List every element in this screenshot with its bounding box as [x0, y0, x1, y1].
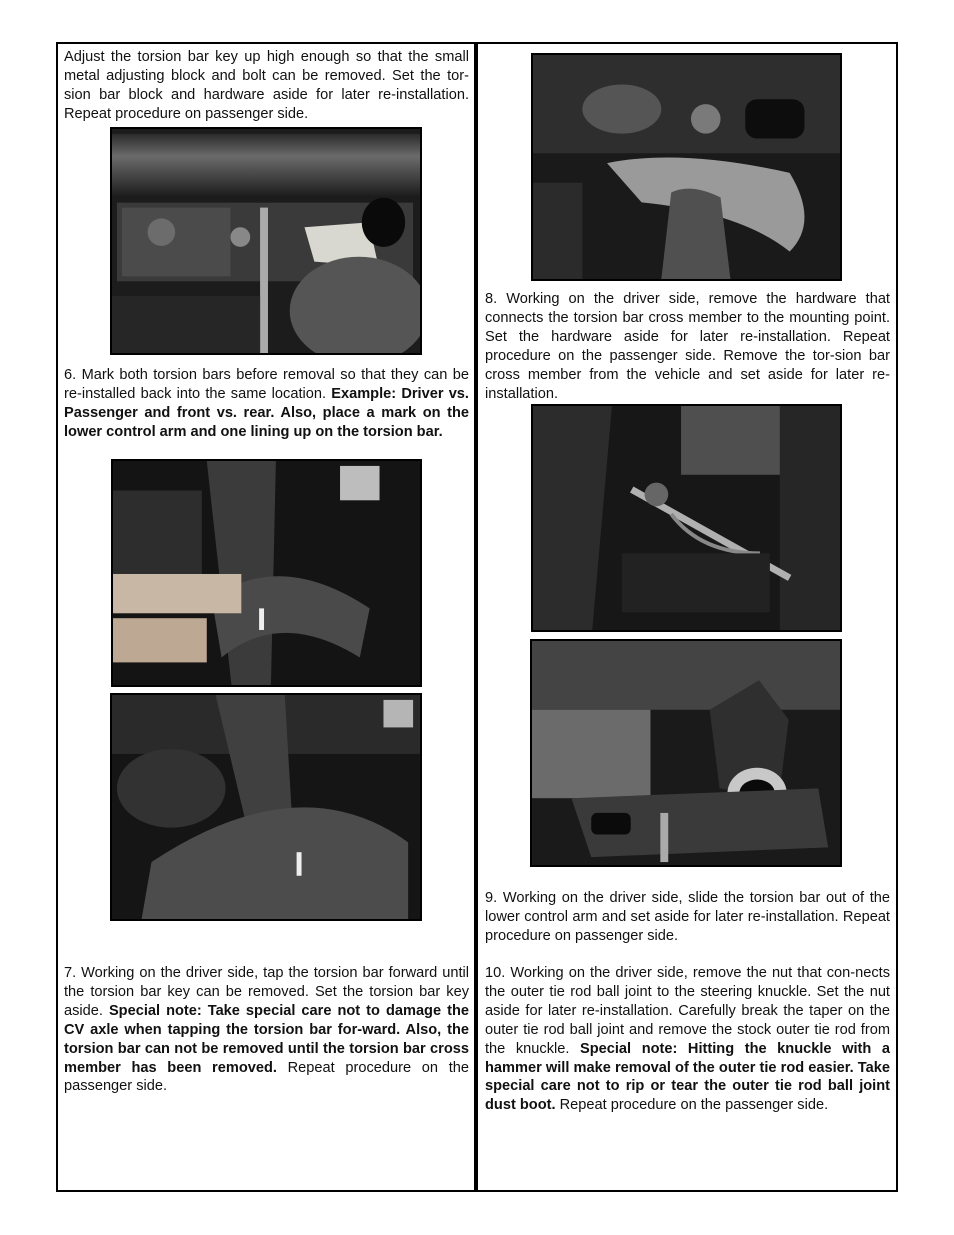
- photo-cross-member-hardware: [531, 53, 842, 281]
- photo-marking-torsion-bar: [111, 459, 422, 687]
- photo-mount-bracket: [530, 639, 842, 867]
- photo-cross-member-mount: [531, 404, 842, 632]
- photo-marked-control-arm: [110, 693, 422, 921]
- step7-end: Repeat procedure on the passenger side.: [64, 1059, 470, 1095]
- step8-text: 8. Working on the driver side, remove the hardware that connects the torsion bar cross member to the mounting point. Set the hardware aside for later re-installation. Repeat procedure on the passenger side. Remove the tor-sion bar cross member from the vehicle and set aside for later re-installation.: [485, 291, 890, 402]
- step7-bold: Special note: Take special care not to damage the CV axle when tapping the torsion bar for-ward. Also, the torsion bar can not be removed until the torsion bar cross member has been removed.: [64, 1002, 469, 1076]
- step6-normal: 6. Mark both torsion bars before removal so that they can be re-installed back into the same location.: [64, 367, 469, 402]
- step7-text: [64, 964, 469, 1096]
- step6-bold: Example: Driver vs. Passenger and front vs. rear. Also, place a mark on the lower control arm and one lining up on the torsion bar.: [64, 385, 469, 440]
- step5-text: Adjust the torsion bar key up high enough so that the small metal adjusting block and bolt can be removed. Set the tor-sion bar block and hardware aside for later re-installation. Repeat procedure on passenger side.: [64, 49, 469, 122]
- photo-torsion-bar-adjusting-block: [110, 127, 422, 355]
- step10-bold: Special note: Hitting the knuckle with a hammer will make removal of the outer tie rod easier. Take special care not to rip or tear the outer tie rod ball joint dust boot.: [485, 1040, 890, 1114]
- step6-text: [64, 366, 469, 442]
- step7-normal: 7. Working on the driver side, tap the torsion bar forward until the torsion bar key can be removed. Set the torsion bar key aside.: [64, 965, 469, 1019]
- step10-text: [485, 964, 890, 1115]
- step10-normal: 10. Working on the driver side, remove the nut that con-nects the outer tie rod ball joint to the steering knuckle. Set the nut aside for later re-installation. Carefully break the taper on the outer tie rod ball joint and remove the stock outer tie rod from the knuckle.: [485, 965, 890, 1057]
- step9-text: 9. Working on the driver side, slide the torsion bar out of the lower control arm and set aside for later re-installation. Repeat procedure on passenger side.: [485, 890, 890, 944]
- column-divider: [474, 42, 478, 1192]
- step10-end: Repeat procedure on the passenger side.: [555, 1097, 829, 1114]
